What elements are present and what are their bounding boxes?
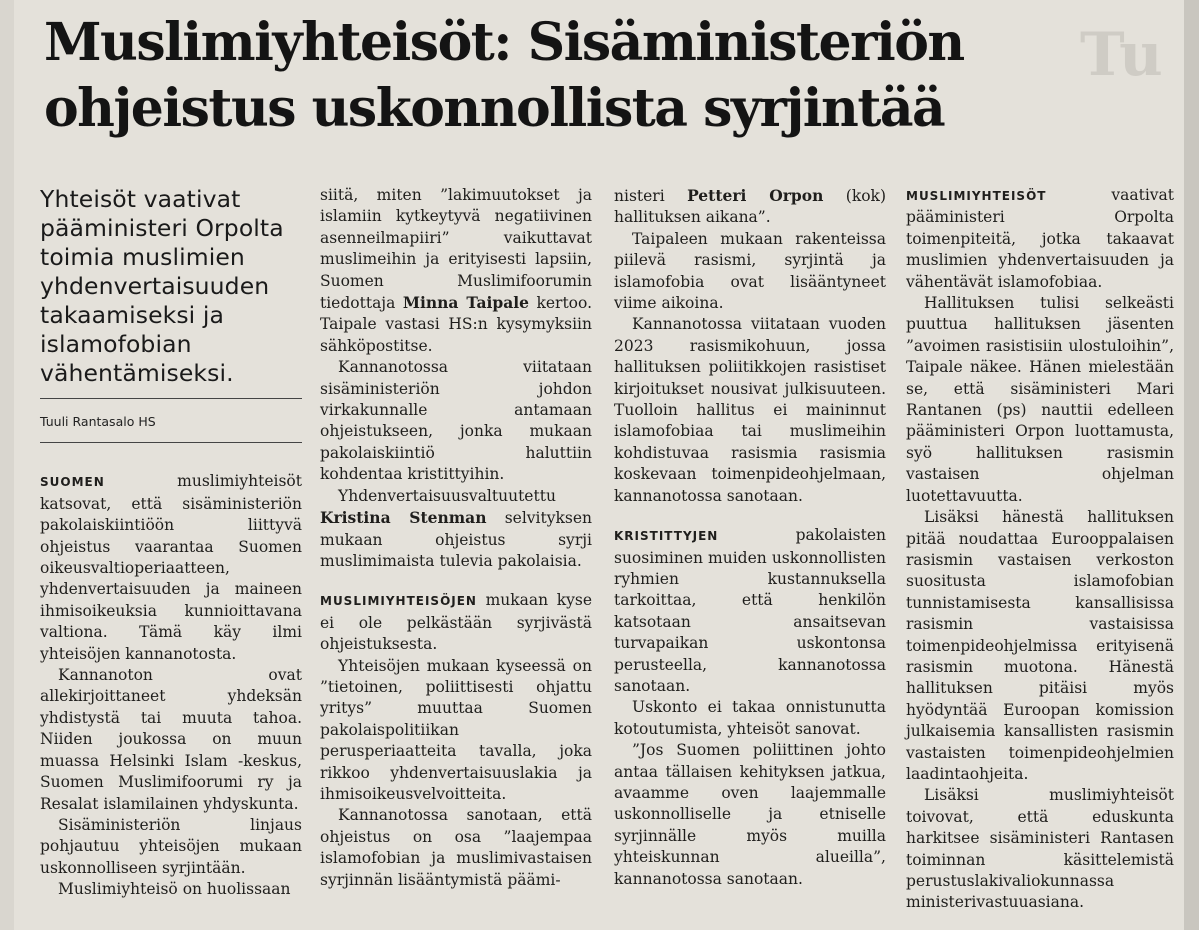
paragraph-text: (kok) hallituksen aikana”. [614, 187, 886, 227]
paragraph: Taipaleen mukaan rakenteissa piilevä rasismi, syrjintä ja islamofobia ovat lisääntyneet viime aikoina. [614, 229, 886, 313]
headline [44, 10, 1084, 142]
paragraph: Lisäksi muslimiyhteisöt toivovat, että eduskunta harkitsee sisäministeri Rantasen toiminnan käsittelemistä perustuslakivaliokunnassa ministerivastuuasiana. [906, 786, 1174, 912]
paragraph: Kannanotossa viitataan sisäministeriön johdon virkakunnalle antamaan ohjeistukseen, jonka mukaan pakolaiskiintiö haluttiin kohdentaa kristittyihin. [320, 358, 592, 484]
paragraph: ”Jos Suomen poliittinen johto antaa tällaisen kehityksen jatkua, avaamme oven laajemmalle uskonnolliselle ja etniselle syrjinnälle myös muilla yhteiskunnan alueilla”, kannanotossa sanotaan. [614, 741, 886, 888]
person-name: Petteri Orpon [687, 186, 824, 205]
kicker: MUSLIMIYHTEISÖJEN [320, 594, 477, 609]
paragraph [320, 486, 592, 573]
byline: Tuuli Rantasalo HS [40, 414, 156, 429]
paragraph [906, 293, 1174, 507]
rule-top [40, 398, 302, 399]
page-edge [1184, 0, 1199, 930]
kicker: MUSLIMIYHTEISÖT [906, 189, 1047, 203]
person-name: Kristina Stenman [320, 508, 487, 528]
paragraph-text: (ps) nauttii edelleen pääministeri Orpon luottamusta, syö hallituksen rasismin vastaisen ohjelman luotettavuutta. [906, 401, 1174, 505]
column-4 [906, 185, 1174, 914]
subheading: Yhteisöt vaativat pääministeri Orpolta toimia muslimien yhdenvertaisuuden takaamiseksi ja islamofobian vähentämiseksi. [40, 185, 284, 387]
paragraph [614, 525, 886, 697]
paragraph: Uskonto ei takaa onnistunutta kotoutumista, yhteisöt sanovat. [614, 698, 886, 738]
paragraph-text: muslimiyhteisöt katsovat, että sisäministeriön pakolaiskiintiöön liittyvä ohjeistus vaarantaa Suomen oikeusvaltioperiaatteen, yhdenvertaisuuden ja maineen ihmisoikeuksia kunnioittavana valtiona. Tämä käy ilmi yhteisöjen kannanotosta. [40, 472, 302, 663]
paragraph: Lisäksi hänestä hallituksen pitää noudattaa Eurooppalaisen rasismin vastaisen verkoston suositusta islamofobian tunnistamisesta kansallisissa rasismin vastaisissa toimenpideohjelmissa erityisenä rasismin muotona. Hänestä hallituksen pitäisi myös hyödyntää Euroopan komission julkaisemia kansallisten rasismin vastaisten toimenpideohjelmien laadintaohjeita. [906, 508, 1174, 783]
paragraph-text: vaativat pääministeri Orpolta toimenpiteitä, jotka takaavat muslimien yhdenvertaisuuden ja vähentävät islamofobiaa. [906, 186, 1174, 291]
kicker: KRISTITTYJEN [614, 529, 719, 544]
paragraph: Yhteisöjen mukaan kyseessä on ”tietoinen, poliittisesti ohjattu yritys” muuttaa Suomen pakolaispolitiikan perusperiaatteita tavalla, joka rikkoo yhdenvertaisuuslakia ja ihmisoikeusvelvoitteita. [320, 656, 592, 803]
column-1 [40, 185, 302, 901]
column-3 [614, 185, 886, 890]
paragraph-text: kertoo. Taipale vastasi HS:n kysymyksiin sähköpostitse. [320, 294, 593, 355]
paragraph [320, 185, 592, 357]
headline-line-1: Muslimiyhteisöt: Sisäministeriön [44, 12, 964, 73]
paragraph: Kannanotossa viitataan vuoden 2023 rasismikohuun, jossa hallituksen poliitikkojen rasistiset kirjoitukset nousivat julkisuuteen. Tuolloin hallitus ei maininnut islamofobiaa tai muslimeihin kohdistuvaa rasismia rasismia koskevaan toimenpideohjelmaan, kannanotossa sanotaan. [614, 315, 886, 505]
paragraph-text: selvityksen mukaan ohjeistus syrji muslimimaista tulevia pakolaisia. [320, 509, 592, 570]
person-name: Minna Taipale [402, 293, 530, 313]
paragraph-text: Yhdenvertaisuusvaltuutettu [338, 486, 556, 505]
paragraph-text: nisteri [614, 187, 688, 205]
paragraph-text: Hallituksen tulisi selkeästi puuttua hallituksen jäsenten ”avoimen rasistisiin ulostuloihin”, Taipale näkee. Hänen mielestään se, että sisäministeri [906, 294, 1174, 398]
person-name: Mari Rantanen [906, 379, 1174, 420]
headline-line-2: ohjeistus uskonnollista syrjintää [44, 78, 945, 139]
paragraph: Muslimiyhteisö on huolissaan [58, 880, 291, 899]
paragraph-text: pakolaisten suosiminen muiden uskonnollisten ryhmien kustannuksella tarkoittaa, että henkilön katsotaan ansaitsevan turvapaikan uskontonsa perusteella, kannanotossa sanotaan. [614, 526, 886, 695]
adjacent-page-bleed: Tu [1080, 20, 1163, 90]
paragraph [906, 185, 1174, 293]
paragraph [614, 185, 886, 229]
paragraph: Sisäministeriön linjaus pohjautuu yhteisöjen mukaan uskonnolliseen syrjintään. [40, 815, 302, 877]
paragraph [40, 471, 302, 665]
kicker: SUOMEN [40, 475, 105, 490]
paragraph: Kannanoton ovat allekirjoittaneet yhdeksän yhdistystä tai muuta tahoa. Niiden joukossa on muun muassa Helsinki Islam -keskus, Suomen Muslimifoorumi ry ja Resalat islamilainen yhdyskunta. [40, 666, 302, 813]
column-2 [320, 185, 592, 891]
paragraph-text: siitä, miten ”lakimuutokset ja islamiin kytkeytyvä negatiivinen asenneilmapiiri” vaikuttavat muslimeihin ja erityisesti lapsiin, Suomen Muslimifoorumin tiedottaja [320, 186, 592, 313]
paragraph [320, 590, 592, 655]
paragraph-text: mukaan kyse ei ole pelkästään syrjivästä ohjeistuksesta. [320, 591, 592, 654]
paragraph: Kannanotossa sanotaan, että ohjeistus on osa ”laajempaa islamofobian ja muslimivastaisen syrjinnän lisääntymistä päämi- [320, 806, 592, 889]
